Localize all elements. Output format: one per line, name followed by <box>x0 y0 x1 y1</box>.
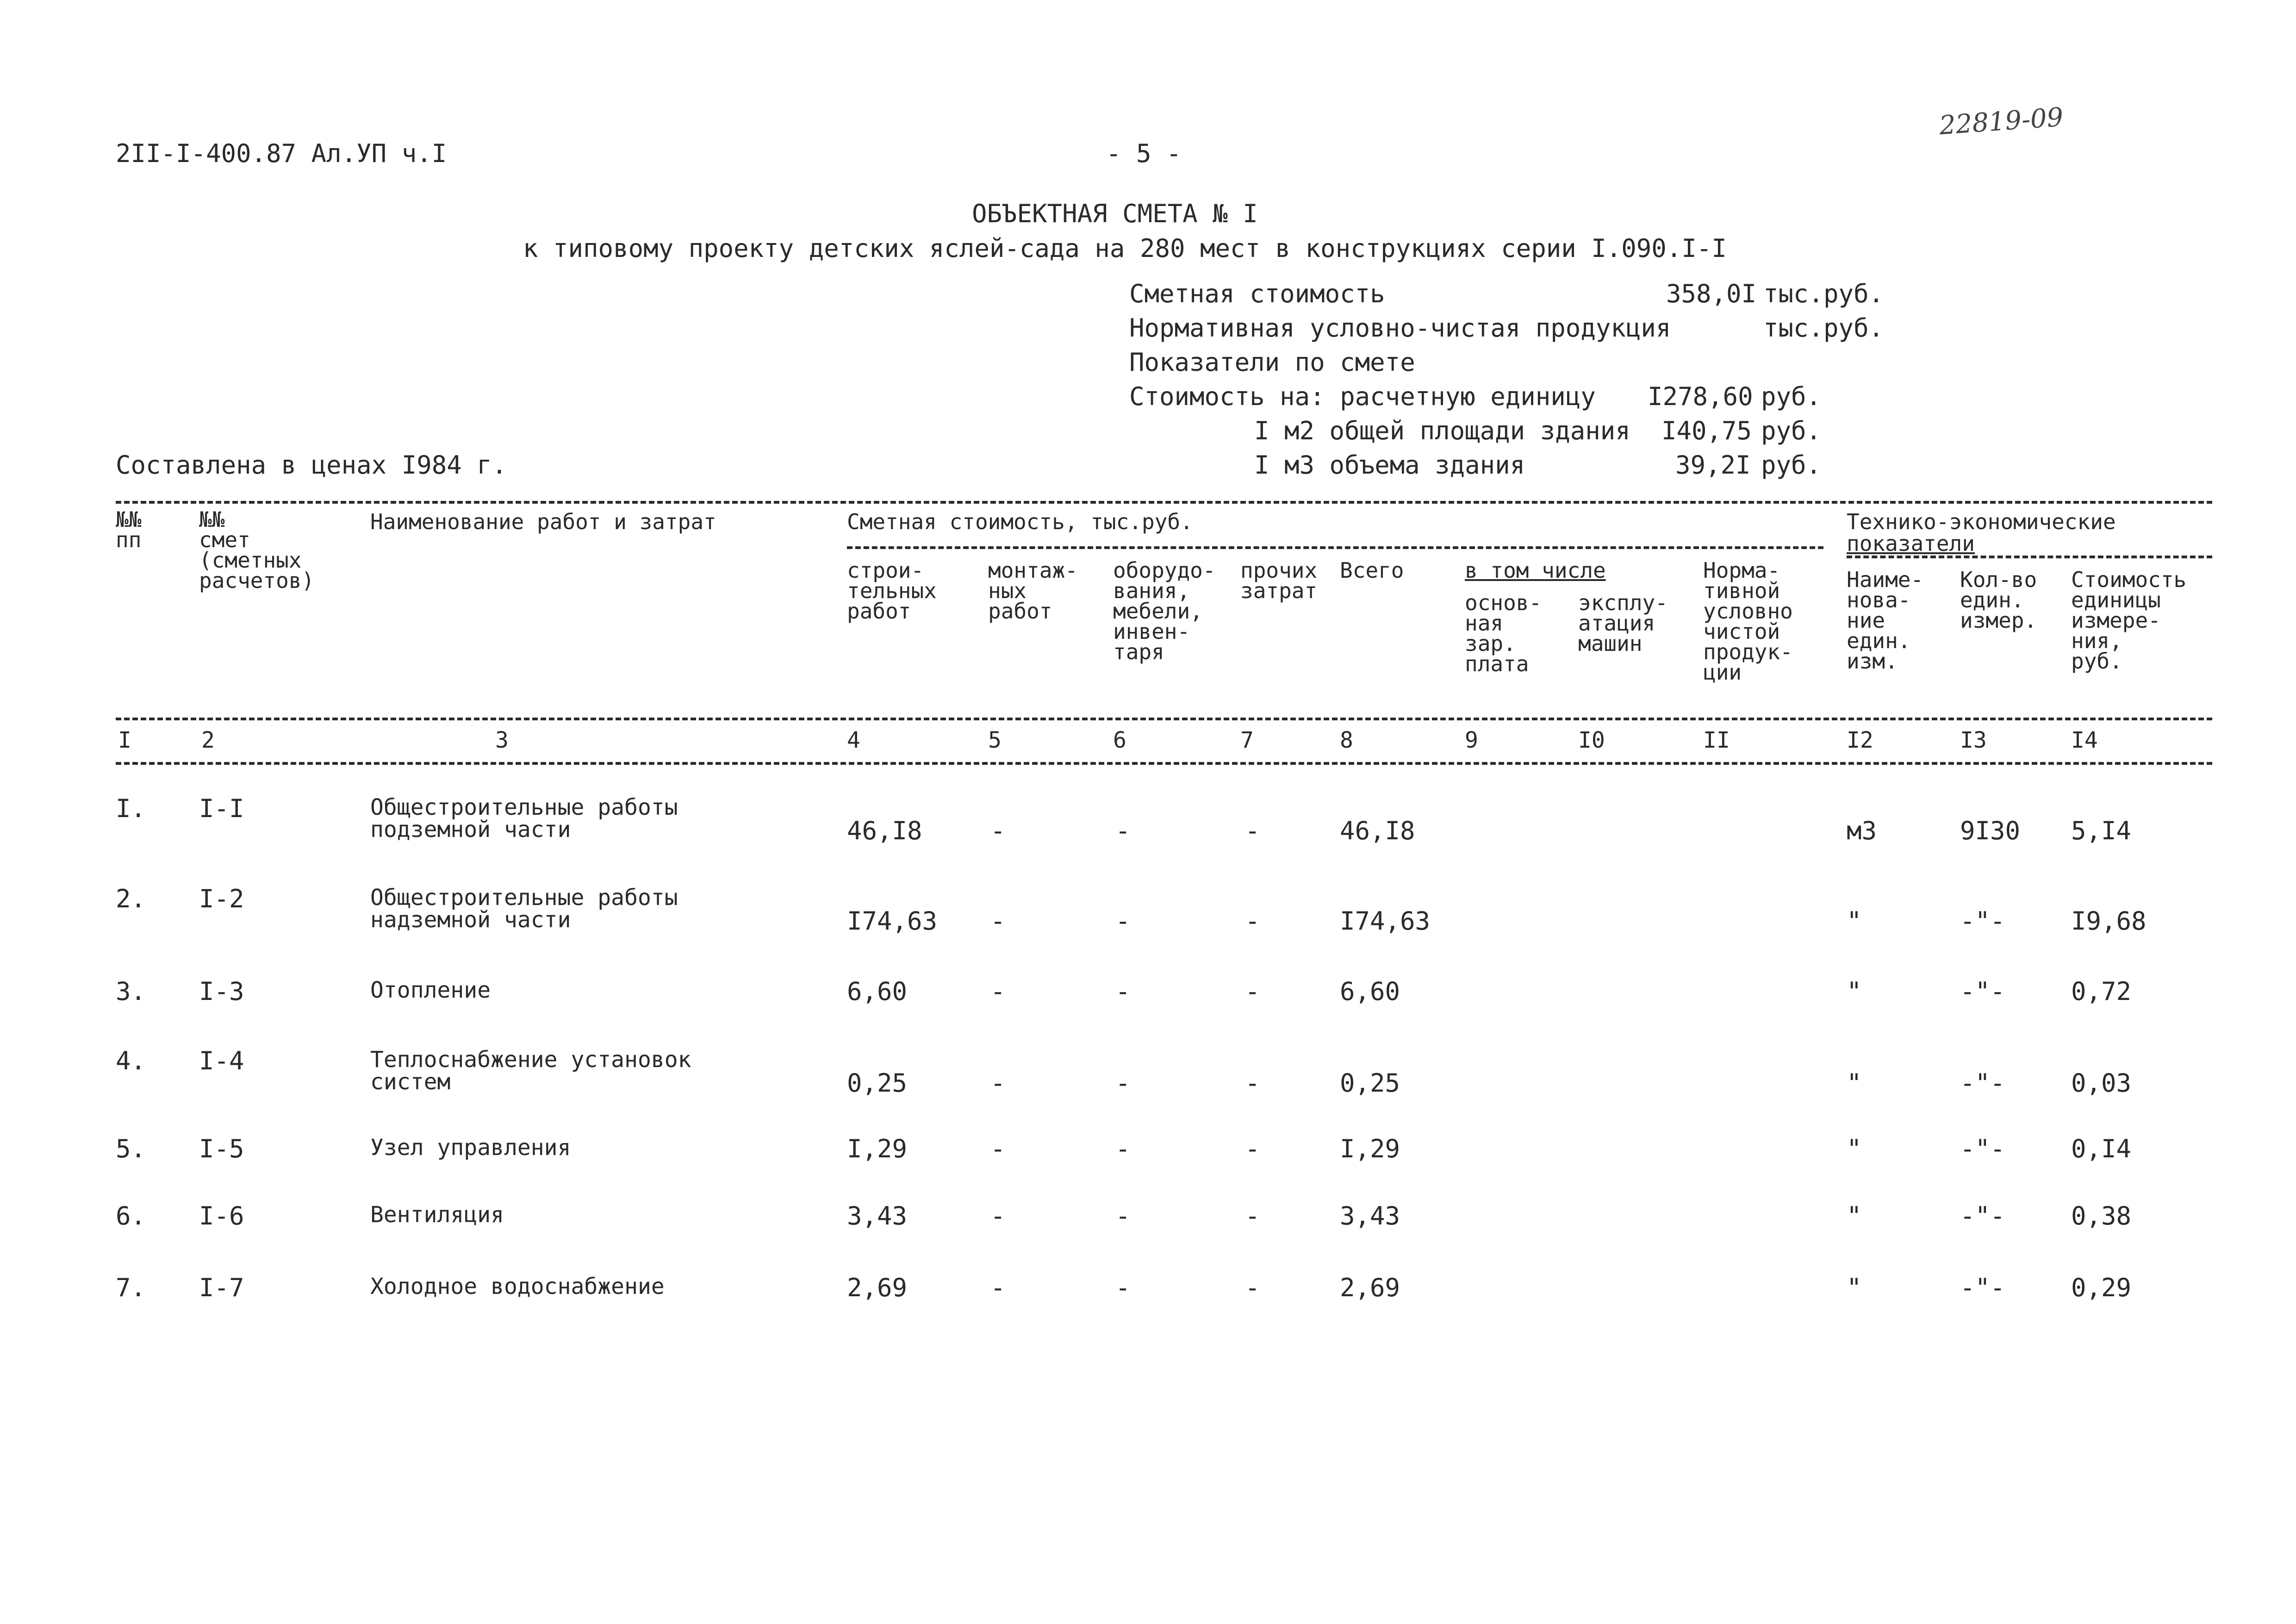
row-number: I. <box>116 794 146 823</box>
header-equipment: оборудо- вания, мебели, инвен- таря <box>1113 558 1216 664</box>
cost-value: 358,0I <box>1666 279 1757 308</box>
cost-equipment: - <box>1115 1201 1131 1230</box>
column-number: 2 <box>201 727 215 753</box>
cost-equipment: - <box>1115 906 1131 936</box>
work-name: Теплоснабжение установок систем <box>370 1047 691 1095</box>
unit-name: " <box>1847 1134 1862 1163</box>
cost-unit: тыс.руб. <box>1763 279 1884 308</box>
unit-count: -"- <box>1960 1201 2005 1230</box>
work-name: Общестроительные работы надземной части <box>370 885 678 933</box>
header-cost-group: Сметная стоимость, тыс.руб. <box>847 509 1193 534</box>
unit-count: -"- <box>1960 1134 2005 1163</box>
unit-count: 9I30 <box>1960 816 2021 845</box>
cost-installation: - <box>990 1134 1006 1163</box>
column-number: I4 <box>2071 727 2098 753</box>
cost-other: - <box>1245 1068 1260 1098</box>
column-number: II <box>1703 727 1730 753</box>
header-tech-group-2: показатели <box>1847 531 1975 556</box>
column-number: I2 <box>1847 727 1873 753</box>
row-number: 2. <box>116 884 146 913</box>
cost-other: - <box>1245 977 1260 1006</box>
cost-total: 6,60 <box>1340 977 1400 1006</box>
cost-installation: - <box>990 977 1006 1006</box>
cost-equipment: - <box>1115 977 1131 1006</box>
header-normative-product: Норма- тивной условно чистой продук- ции <box>1703 558 1793 685</box>
estimate-number: I-4 <box>199 1046 244 1075</box>
cost-total: 3,43 <box>1340 1201 1400 1230</box>
volume-value: 39,2I <box>1675 450 1751 480</box>
unit-cost-unit: руб. <box>1761 382 1822 411</box>
unit-cost: 0,03 <box>2071 1068 2132 1098</box>
cost-construction: I74,63 <box>847 906 938 936</box>
estimate-number: I-7 <box>199 1273 244 1302</box>
column-number: 7 <box>1240 727 1254 753</box>
cost-installation: - <box>990 1273 1006 1302</box>
unit-cost-label: Стоимость на: расчетную единицу <box>1129 382 1596 411</box>
column-number: I0 <box>1578 727 1605 753</box>
volume-unit: руб. <box>1761 450 1822 480</box>
cost-installation: - <box>990 816 1006 845</box>
estimate-number: I-5 <box>199 1134 244 1163</box>
column-number: 3 <box>495 727 509 753</box>
estimate-number: I-2 <box>199 884 244 913</box>
column-number: 6 <box>1113 727 1126 753</box>
document-title: ОБЪЕКТНАЯ СМЕТА № I <box>972 199 1258 228</box>
cost-installation: - <box>990 1068 1006 1098</box>
cost-other: - <box>1245 1201 1260 1230</box>
cost-installation: - <box>990 906 1006 936</box>
table-top-rule <box>116 501 2212 504</box>
unit-name: " <box>1847 977 1862 1006</box>
estimate-number: I-6 <box>199 1201 244 1230</box>
unit-name: м3 <box>1847 816 1877 845</box>
column-number: 5 <box>988 727 1002 753</box>
header-base-salary: основ- ная зар. плата <box>1465 590 1542 676</box>
unit-cost: 5,I4 <box>2071 816 2132 845</box>
unit-cost: 0,72 <box>2071 977 2132 1006</box>
area-value: I40,75 <box>1661 416 1752 445</box>
norm-label: Нормативная условно-чистая продукция <box>1129 313 1671 343</box>
cost-label: Сметная стоимость <box>1129 279 1385 308</box>
column-number: 4 <box>847 727 860 753</box>
header-bottom-rule <box>116 718 2212 720</box>
cost-total: 2,69 <box>1340 1273 1400 1302</box>
column-number: 9 <box>1465 727 1478 753</box>
cost-total: 46,I8 <box>1340 816 1415 845</box>
unit-count: -"- <box>1960 906 2005 936</box>
work-name: Отопление <box>370 977 491 1003</box>
unit-name: " <box>1847 1068 1862 1098</box>
header-unit-count: Кол-во един. измер. <box>1960 567 2037 633</box>
norm-unit: тыс.руб. <box>1763 313 1884 343</box>
work-name: Вентиляция <box>370 1202 504 1228</box>
column-number: 8 <box>1340 727 1353 753</box>
indicators-label: Показатели по смете <box>1129 348 1415 377</box>
cost-total: 0,25 <box>1340 1068 1400 1098</box>
row-number: 3. <box>116 977 146 1006</box>
unit-cost: 0,38 <box>2071 1201 2132 1230</box>
prices-note: Составлена в ценах I984 г. <box>116 450 507 480</box>
document-subtitle: к типовому проекту детских яслей-сада на 280 мест в конструкциях серии I.090.I-I <box>523 234 1727 263</box>
unit-name: " <box>1847 1201 1862 1230</box>
unit-cost: 0,29 <box>2071 1273 2132 1302</box>
unit-cost: 0,I4 <box>2071 1134 2132 1163</box>
handwritten-note: 22819-09 <box>1938 102 2065 141</box>
page-number: - 5 - <box>1106 139 1182 168</box>
area-label: I м2 общей площади здания <box>1254 416 1630 445</box>
cost-construction: I,29 <box>847 1134 908 1163</box>
document-code: 2II-I-400.87 Ал.УП ч.I <box>116 139 447 168</box>
column-number: I <box>118 727 131 753</box>
row-number: 6. <box>116 1201 146 1230</box>
work-name: Узел управления <box>370 1135 571 1161</box>
header-tech-group: Технико-экономические <box>1847 509 2116 534</box>
unit-name: " <box>1847 1273 1862 1302</box>
header-including-group: в том числе <box>1465 558 1606 583</box>
numbers-bottom-rule <box>116 762 2212 765</box>
header-row-number: №№ пп <box>116 507 142 552</box>
header-installation: монтаж- ных работ <box>988 558 1078 624</box>
cost-construction: 6,60 <box>847 977 908 1006</box>
unit-cost: I9,68 <box>2071 906 2147 936</box>
cost-total: I,29 <box>1340 1134 1400 1163</box>
cost-total: I74,63 <box>1340 906 1431 936</box>
unit-count: -"- <box>1960 1068 2005 1098</box>
row-number: 5. <box>116 1134 146 1163</box>
header-total: Всего <box>1340 558 1404 583</box>
estimate-number: I-3 <box>199 977 244 1006</box>
header-estimate-number: №№ смет (сметных расчетов) <box>199 507 315 593</box>
unit-count: -"- <box>1960 977 2005 1006</box>
column-number: I3 <box>1960 727 1987 753</box>
work-name: Общестроительные работы подземной части <box>370 794 678 843</box>
unit-count: -"- <box>1960 1273 2005 1302</box>
cost-other: - <box>1245 816 1260 845</box>
cost-equipment: - <box>1115 1068 1131 1098</box>
volume-label: I м3 объема здания <box>1254 450 1525 480</box>
cost-construction: 0,25 <box>847 1068 908 1098</box>
cost-construction: 46,I8 <box>847 816 922 845</box>
header-construction: строи- тельных работ <box>847 558 937 624</box>
unit-name: " <box>1847 906 1862 936</box>
cost-other: - <box>1245 906 1260 936</box>
cost-group-rule <box>847 546 1823 549</box>
row-number: 7. <box>116 1273 146 1302</box>
estimate-number: I-I <box>199 794 244 823</box>
cost-equipment: - <box>1115 1273 1131 1302</box>
cost-equipment: - <box>1115 816 1131 845</box>
cost-other: - <box>1245 1134 1260 1163</box>
cost-construction: 2,69 <box>847 1273 908 1302</box>
header-work-name: Наименование работ и затрат <box>370 509 716 534</box>
cost-other: - <box>1245 1273 1260 1302</box>
header-machine-operation: эксплу- атация машин <box>1578 590 1668 656</box>
area-unit: руб. <box>1761 416 1822 445</box>
cost-construction: 3,43 <box>847 1201 908 1230</box>
header-unit-cost: Стоимость единицы измере- ния, руб. <box>2071 567 2187 674</box>
cost-equipment: - <box>1115 1134 1131 1163</box>
header-unit-name: Наиме- нова- ние един. изм. <box>1847 567 1924 674</box>
cost-installation: - <box>990 1201 1006 1230</box>
unit-cost-value: I278,60 <box>1648 382 1753 411</box>
header-other: прочих затрат <box>1240 558 1318 603</box>
row-number: 4. <box>116 1046 146 1075</box>
work-name: Холодное водоснабжение <box>370 1274 665 1299</box>
